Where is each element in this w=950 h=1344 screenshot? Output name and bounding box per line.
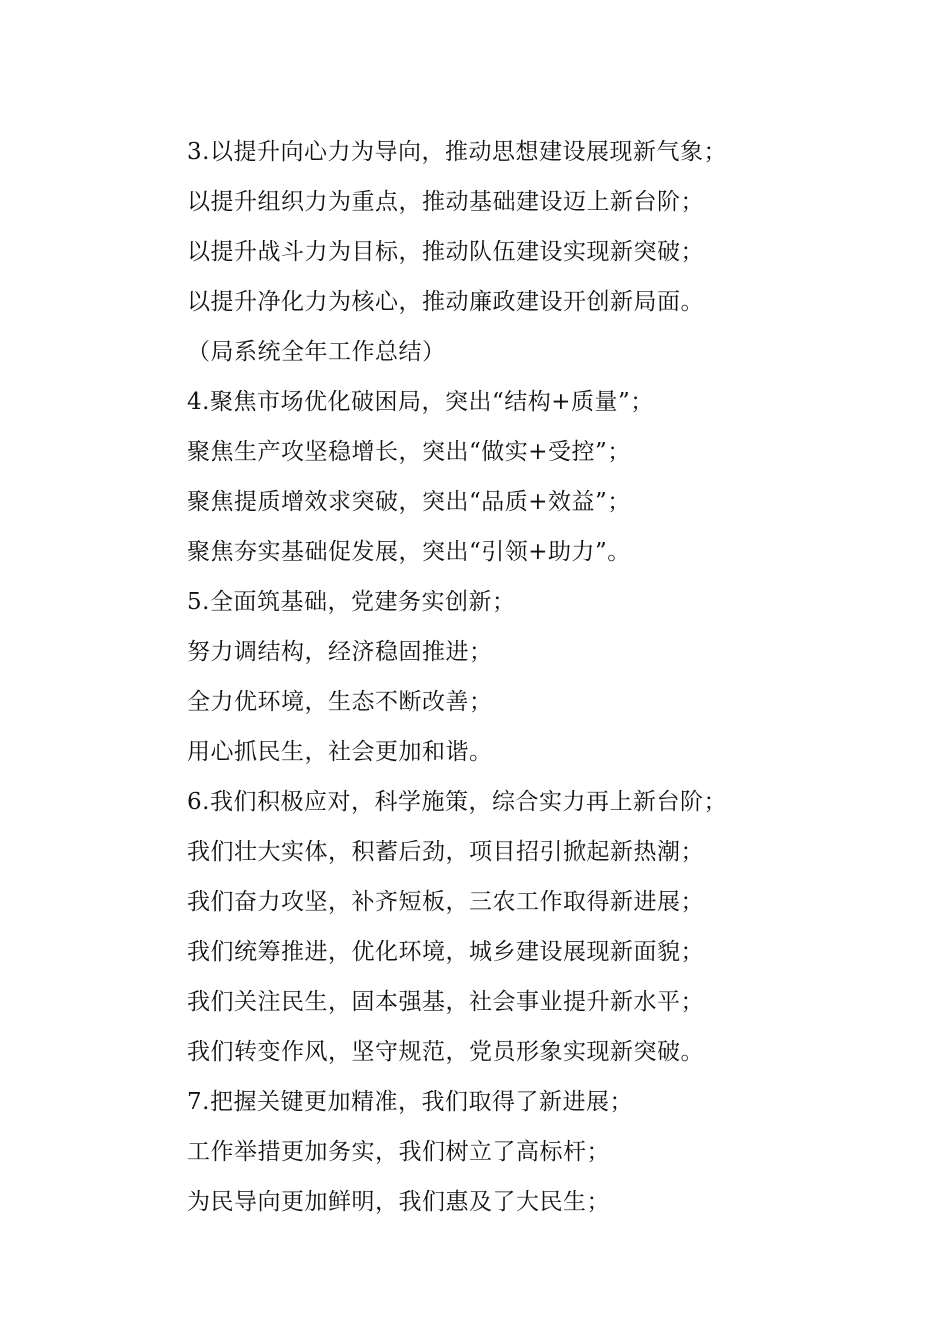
document-body [187,127,807,1227]
text-line: （局系统全年工作总结） [187,339,446,365]
text-line: 我们关注民生，固本强基，社会事业提升新水平； [187,989,704,1015]
text-line: 以提升净化力为核心，推动廉政建设开创新局面。 [187,289,704,315]
text-line: 以提升组织力为重点，推动基础建设迈上新台阶； [187,189,704,215]
text-line: 为民导向更加鲜明，我们惠及了大民生； [187,1189,610,1215]
text-line: 6.我们积极应对，科学施策，综合实力再上新台阶； [187,789,727,815]
text-line: 我们壮大实体，积蓄后劲，项目招引掀起新热潮； [187,839,704,865]
text-line: 4.聚焦市场优化破困局，突出“结构+质量”； [187,389,654,415]
text-line: 努力调结构，经济稳固推进； [187,639,493,665]
text-line: 5.全面筑基础，党建务实创新； [187,589,516,615]
text-line: 聚焦夯实基础促发展，突出“引领+助力”。 [187,539,631,565]
text-line: 用心抓民生，社会更加和谐。 [187,739,493,765]
text-line: 3.以提升向心力为导向，推动思想建设展现新气象； [187,139,727,165]
text-line: 工作举措更加务实，我们树立了高标杆； [187,1139,610,1165]
text-line: 以提升战斗力为目标，推动队伍建设实现新突破； [187,239,704,265]
text-line: 我们奋力攻坚，补齐短板，三农工作取得新进展； [187,889,704,915]
text-line: 我们转变作风，坚守规范，党员形象实现新突破。 [187,1039,704,1065]
text-line: 聚焦生产攻坚稳增长，突出“做实+受控”； [187,439,631,465]
text-line: 7.把握关键更加精准，我们取得了新进展； [187,1089,633,1115]
text-line: 我们统筹推进，优化环境，城乡建设展现新面貌； [187,939,704,965]
text-line: 全力优环境，生态不断改善； [187,689,493,715]
text-line: 聚焦提质增效求突破，突出“品质+效益”； [187,489,631,515]
